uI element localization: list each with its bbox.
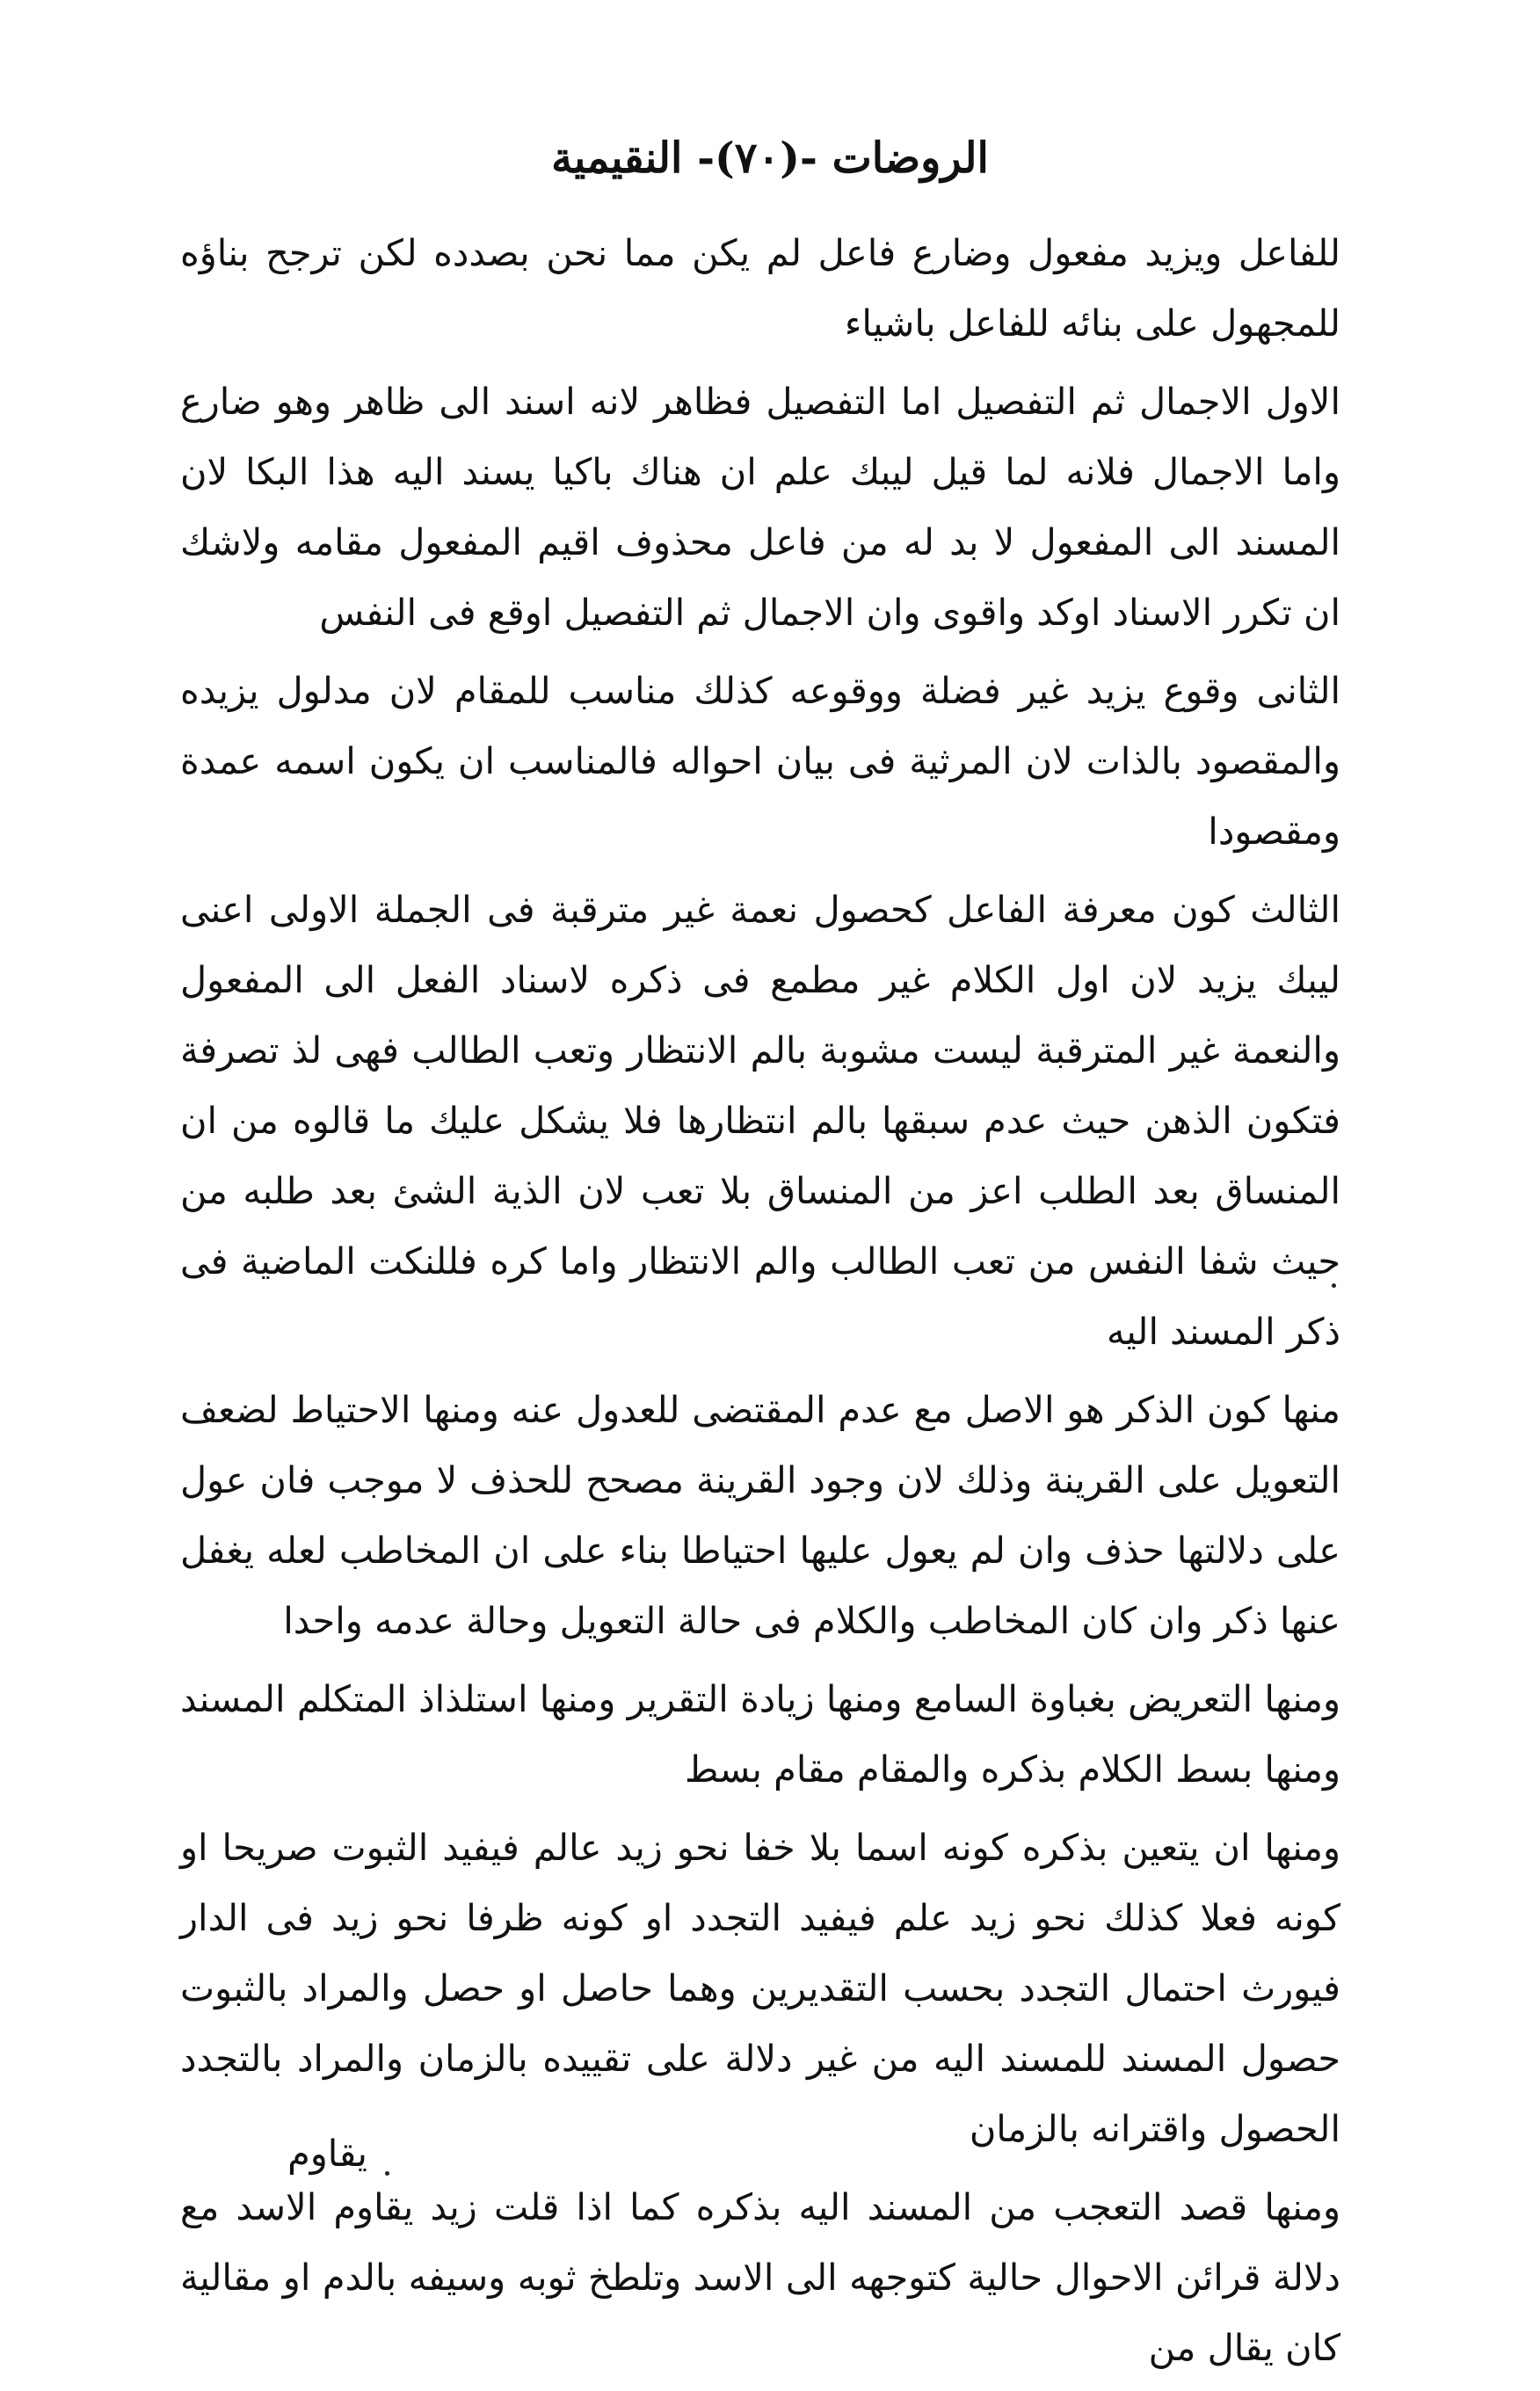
paragraph-5: منها كون الذكر هو الاصل مع عدم المقتضى للعدول عنه ومنها الاحتياط لضعف التعويل على القرينة وذلك لان وجود القرينة مصحح للحذف لا موجب فان عول على دلالتها حذف وان لم يعول عليها احتياطا بناء على ان المخاطب لعله يغفل عنها ذكر وان كان المخاطب والكلام فى حالة التعويل وحالة عدمه واحدا [180,1388,1340,1642]
paragraph-6: ومنها التعريض بغباوة السامع ومنها زيادة التقرير ومنها استلذاذ المتكلم المسند ومنها بسط الكلام بذكره والمقام مقام بسط [180,1677,1340,1791]
ink-speck [1332,1283,1336,1288]
paragraph-4: الثالث كون معرفة الفاعل كحصول نعمة غير مترقبة فى الجملة الاولى اعنى ليبك يزيد لان اول الكلام غير مطمع فى ذكره لاسناد الفعل الى المفعول والنعمة غير المترقبة ليست مشوبة بالم الانتظار وتعب الطالب فهى لذ تصرفة فتكون الذهن حيث عدم سبقها بالم انتظارها فلا يشكل عليك ما قالوه من ان المنساق بعد الطلب اعز من المنساق بلا تعب لان الذية الشئ بعد طلبه من حيث شفا النفس من تعب الطالب والم الانتظار واما كره فللنكت الماضية فى ذكر المسند اليه [180,888,1340,1353]
paragraph-7: ومنها ان يتعين بذكره كونه اسما بلا خفا نحو زيد عالم فيفيد الثبوت صريحا او كونه فعلا كذلك نحو زيد علم فيفيد التجدد او كونه ظرفا نحو زيد فى الدار فيورث احتمال التجدد بحسب التقديرين وهما حاصل او حصل والمراد بالثبوت حصول المسند للمسند اليه من غير دلالة على تقييده بالزمان والمراد بالتجدد الحصول واقترانه بالزمان [180,1826,1340,2150]
paragraph-2: الاول الاجمال ثم التفصيل اما التفصيل فظاهر لانه اسند الى ظاهر وهو ضارع واما الاجمال فلانه لما قيل ليبك علم ان هناك باكيا يسند اليه هذا البكا لان المسند الى المفعول لا بد له من فاعل محذوف اقيم المفعول مقامه ولاشك ان تكرر الاسناد اوكد واقوى وان الاجمال ثم التفصيل اوقع فى النفس [180,380,1340,634]
page-header: الروضات -(٧٠)- النقيمية [551,134,989,183]
catchword: يقاوم [287,2132,367,2175]
paragraph-1: للفاعل ويزيد مفعول وضارع فاعل لم يكن مما نحن بصدده لكن ترجح بناؤه للمجهول على بنائه للفاعل باشياء [180,231,1340,345]
page-body [180,218,1340,2391]
paragraph-3: الثانى وقوع يزيد غير فضلة ووقوعه كذلك مناسب للمقام لان مدلول يزيده والمقصود بالذات لان المرثية فى بيان احواله فالمناسب ان يكون اسمه عمدة ومقصودا [180,669,1340,853]
paragraph-8: ومنها قصد التعجب من المسند اليه بذكره كما اذا قلت زيد يقاوم الاسد مع دلالة قرائن الاحوال حالية كتوجهه الى الاسد وتلطخ ثوبه وسيفه بالدم او مقالية كان يقال من [180,2185,1340,2369]
ink-speck [385,2171,389,2176]
